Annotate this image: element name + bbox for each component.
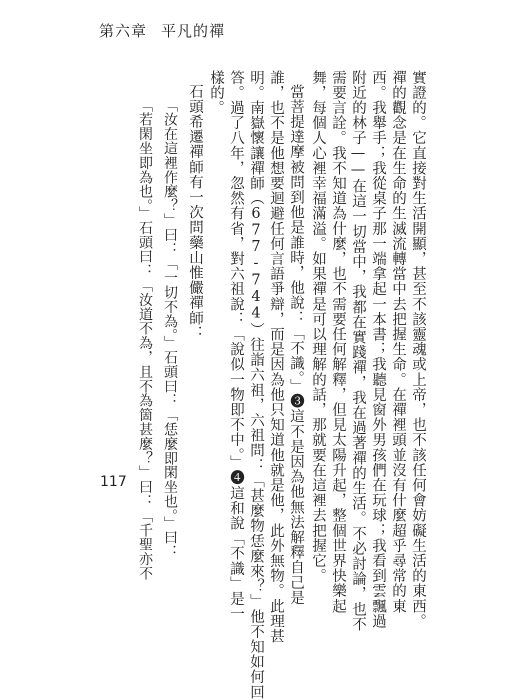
- page-number: 117: [100, 474, 127, 490]
- quote-column: 「汝在這裡作麼？」曰：「一切不為。」石頭曰：「恁麼即閑坐也。」曰：: [162, 98, 178, 560]
- text-column: 需要言詮。我不知道為什麼，也不需要任何解釋，但見太陽升起，整個世界快樂起: [330, 70, 346, 614]
- quote-column: 「若閑坐即為也。」石頭曰：「汝道不為，且不為箇甚麼？」曰：「千聖亦不: [137, 98, 153, 581]
- text-column: 當菩提達摩被問到他是誰時，他說：「不識。」❸這不是因為他無法解釋自己是: [288, 84, 304, 606]
- text-column: 誰，也不是他想要迴避任何言語爭辯，而是因為他只知道他就是他，此外無物。此理甚: [268, 70, 284, 644]
- text-column: 西。我舉手；我從桌子那一端拿起一本書；我聽見窗外男孩們在玩球；我看到雲飄過: [370, 70, 386, 629]
- chapter-title: 平凡的禪: [161, 22, 226, 40]
- text-column: 舞，每個人心裡幸福滿溢。如果禪是可以理解的話，那就要在這裡去把握它。: [310, 70, 326, 584]
- text-column: 石頭希遷禪師有一次問藥山惟儼禪師：: [187, 84, 203, 341]
- text-column: 樣的。: [208, 70, 224, 116]
- chapter-number: 第六章: [99, 22, 148, 40]
- text-column: 禪的觀念是在生命的生滅流轉當中去把握生命。在禪裡頭並沒有什麼超乎尋常的東: [390, 70, 406, 614]
- text-column: 明。南嶽懷讓禪師（677-744）往詣六祖，六祖問：「甚麼物恁麼來？」他不知如何回: [248, 70, 264, 700]
- text-column: 實證的。它直接對生活開顯，甚至不該靈魂或上帝，也不該任何會妨礙生活的東西。: [410, 70, 426, 629]
- text-column: 答。過了八年，忽然有省，對六祖說：「說似一物即不中。」❹這和說「不識」是一: [228, 70, 244, 622]
- text-column: 附近的林子——在這一切當中，我都在實踐禪，我在過著禪的生活。不必討論，也不: [350, 70, 366, 632]
